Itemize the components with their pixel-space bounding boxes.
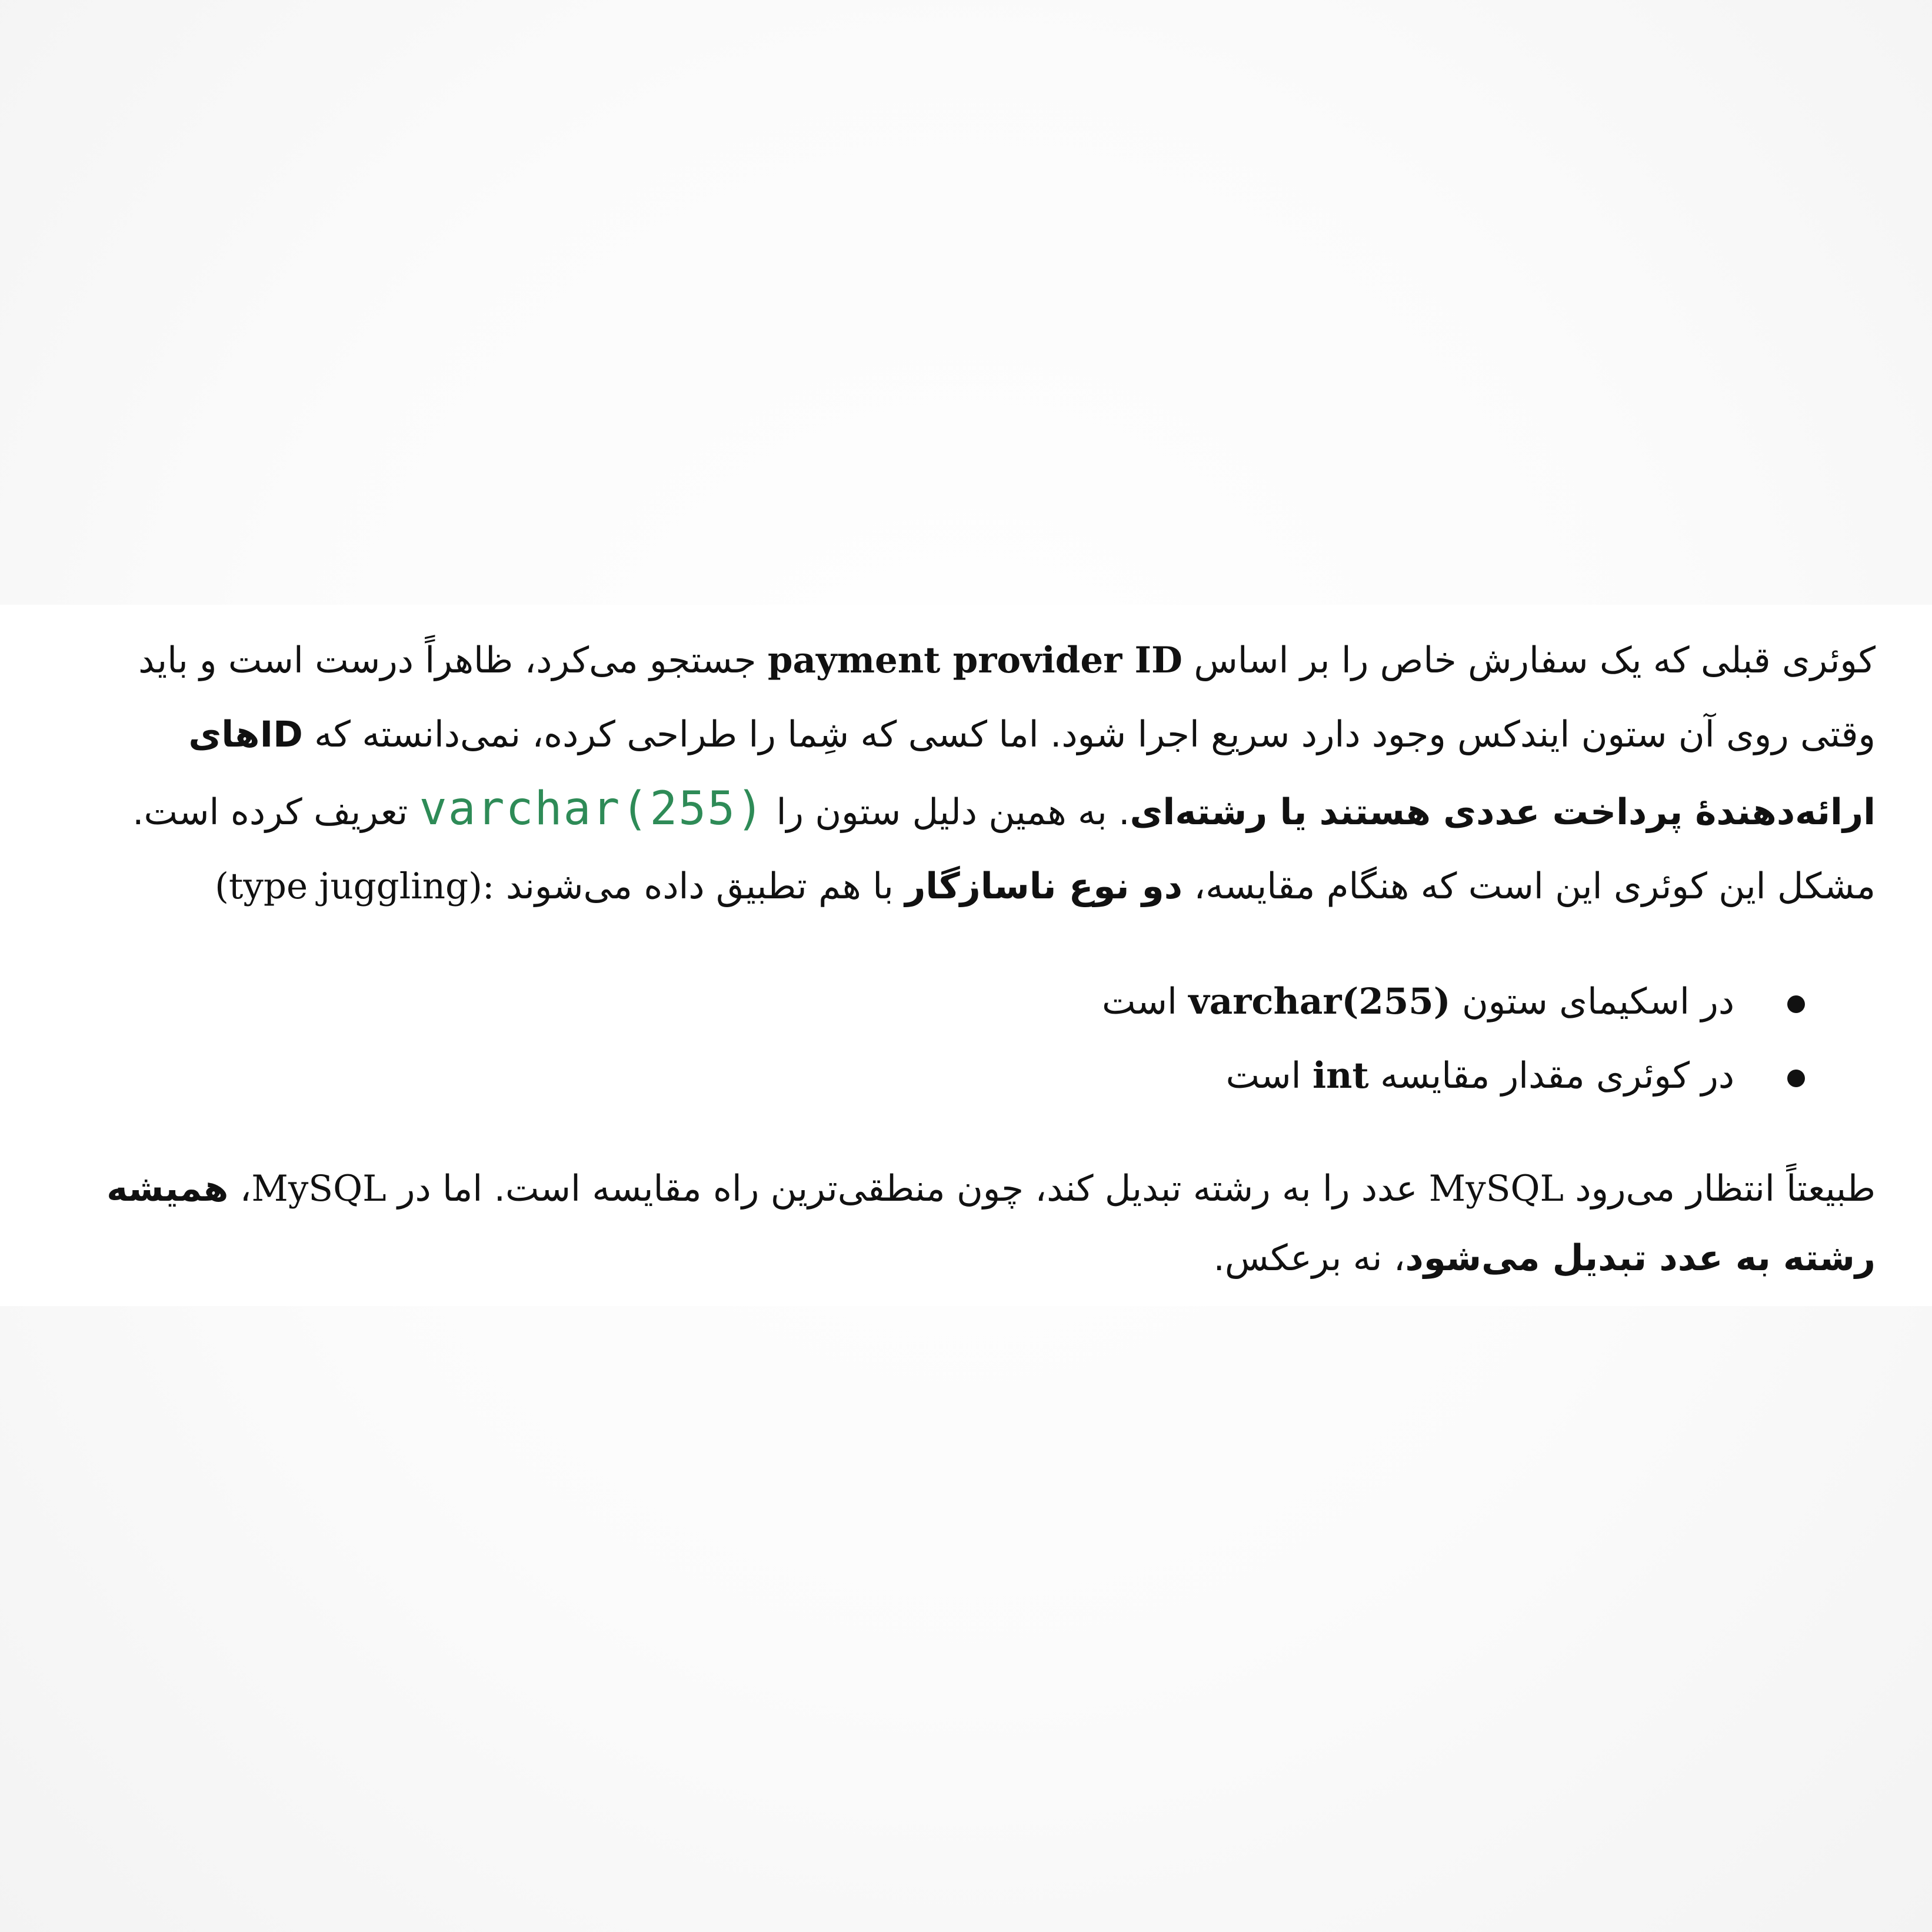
conclusion-text-2: عدد را به رشته تبدیل کند، چون منطقی‌ترین راه مقایسه است. اما در bbox=[386, 1168, 1429, 1210]
intro-text-5: با هم تطبیق داده می‌شوند bbox=[494, 865, 905, 907]
mysql-term: MySQL bbox=[1428, 1168, 1564, 1210]
intro-text-4: تعریف کرده است. مشکل این کوئری این است که هنگام مقایسه، bbox=[132, 791, 1876, 907]
conclusion-text-3: ، bbox=[228, 1168, 252, 1210]
list-item bbox=[52, 1039, 1876, 1113]
incompatible-types-emphasis: دو نوع ناسازگار bbox=[905, 865, 1183, 907]
list-item-text-2: است bbox=[1101, 981, 1189, 1022]
article-body bbox=[52, 624, 1876, 1293]
list-item-text-1: در اسکیمای ستون bbox=[1450, 981, 1734, 1022]
id-type-emphasis: IDهای ارائه‌دهندهٔ پرداخت عددی هستند یا رشته‌ای bbox=[188, 714, 1876, 833]
conversion-rule-emphasis: همیشه رشته به عدد تبدیل می‌شود bbox=[106, 1168, 1876, 1279]
list-item bbox=[52, 965, 1876, 1039]
intro-paragraph bbox=[52, 624, 1876, 924]
payment-provider-id-term: payment provider ID bbox=[767, 639, 1182, 681]
intro-text-1: کوئری قبلی که یک سفارش خاص را بر اساس bbox=[1182, 639, 1876, 681]
conclusion-text-1: طبیعتاً انتظار می‌رود bbox=[1564, 1168, 1876, 1210]
varchar-type-term: varchar(255) bbox=[1188, 981, 1451, 1022]
conclusion-text-4: ، نه برعکس. bbox=[1213, 1237, 1405, 1279]
intro-text-2: جستجو می‌کرد، ظاهراً درست است و باید وقتی روی آن ستون ایندکس وجود دارد سریع اجرا شود. اما کسی که شِما را طراحی کرده، نمی‌دانسته که bbox=[138, 639, 1876, 755]
list-item-text-2: است bbox=[1225, 1055, 1313, 1097]
type-juggling-term: (type juggling): bbox=[215, 865, 495, 907]
bullet-icon bbox=[1787, 995, 1805, 1013]
conclusion-paragraph bbox=[52, 1154, 1876, 1293]
bullet-icon bbox=[1787, 1070, 1805, 1087]
list-item-text-1: در کوئری مقدار مقایسه bbox=[1368, 1055, 1734, 1097]
varchar-code-snippet: varchar(255) bbox=[419, 782, 765, 835]
type-comparison-list bbox=[52, 965, 1876, 1113]
mysql-term: MySQL bbox=[251, 1168, 387, 1210]
intro-text-3: . به همین دلیل ستون را bbox=[765, 791, 1130, 833]
int-type-term: int bbox=[1313, 1055, 1369, 1097]
